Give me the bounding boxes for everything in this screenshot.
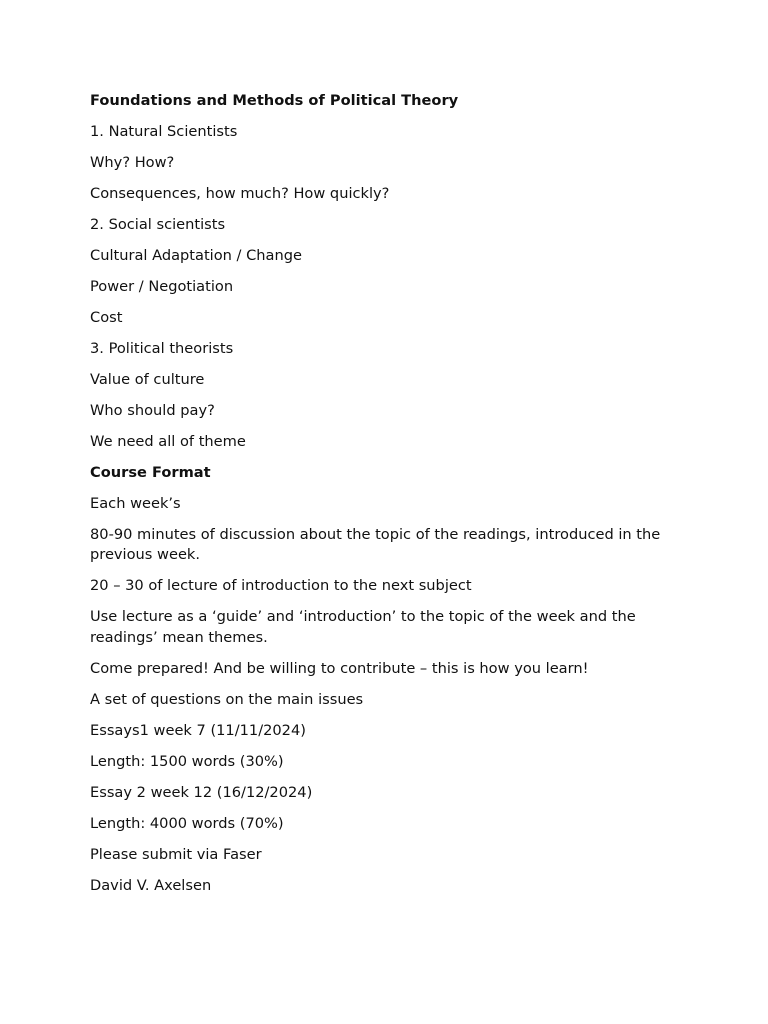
essay-1-deadline: Essays1 week 7 (11/11/2024): [90, 721, 306, 739]
paragraph: Why? How?: [90, 153, 175, 171]
section-heading-natural-scientists: 1. Natural Scientists: [90, 122, 238, 140]
document-page: [90, 91, 680, 907]
course-format-heading: Course Format: [90, 463, 211, 481]
paragraph: Use lecture as a ‘guide’ and ‘introduction’ to the topic of the week and the readings’ mean themes.: [90, 608, 636, 646]
essay-2-deadline: Essay 2 week 12 (16/12/2024): [90, 783, 313, 801]
document-title: Foundations and Methods of Political Theory: [90, 92, 459, 109]
paragraph: We need all of theme: [90, 432, 246, 450]
paragraph: A set of questions on the main issues: [90, 690, 364, 708]
section-heading-social-scientists: 2. Social scientists: [90, 215, 226, 233]
paragraph: Cultural Adaptation / Change: [90, 246, 302, 264]
paragraph: Power / Negotiation: [90, 277, 234, 295]
paragraph: Consequences, how much? How quickly?: [90, 184, 390, 202]
paragraph: 80-90 minutes of discussion about the topic of the readings, introduced in the previous week.: [90, 525, 661, 564]
section-heading-political-theorists: 3. Political theorists: [90, 339, 234, 357]
paragraph: Value of culture: [90, 370, 205, 388]
essay-2-length: Length: 4000 words (70%): [90, 814, 284, 832]
paragraph: 20 – 30 of lecture of introduction to the next subject: [90, 577, 472, 595]
submission-note: Please submit via Faser: [90, 845, 262, 863]
paragraph: Come prepared! And be willing to contribute – this is how you learn!: [90, 659, 589, 677]
paragraph: Cost: [90, 308, 123, 326]
author-name: David V. Axelsen: [90, 876, 212, 894]
paragraph: Who should pay?: [90, 401, 215, 419]
essay-1-length: Length: 1500 words (30%): [90, 752, 284, 770]
paragraph: Each week’s: [90, 494, 181, 512]
